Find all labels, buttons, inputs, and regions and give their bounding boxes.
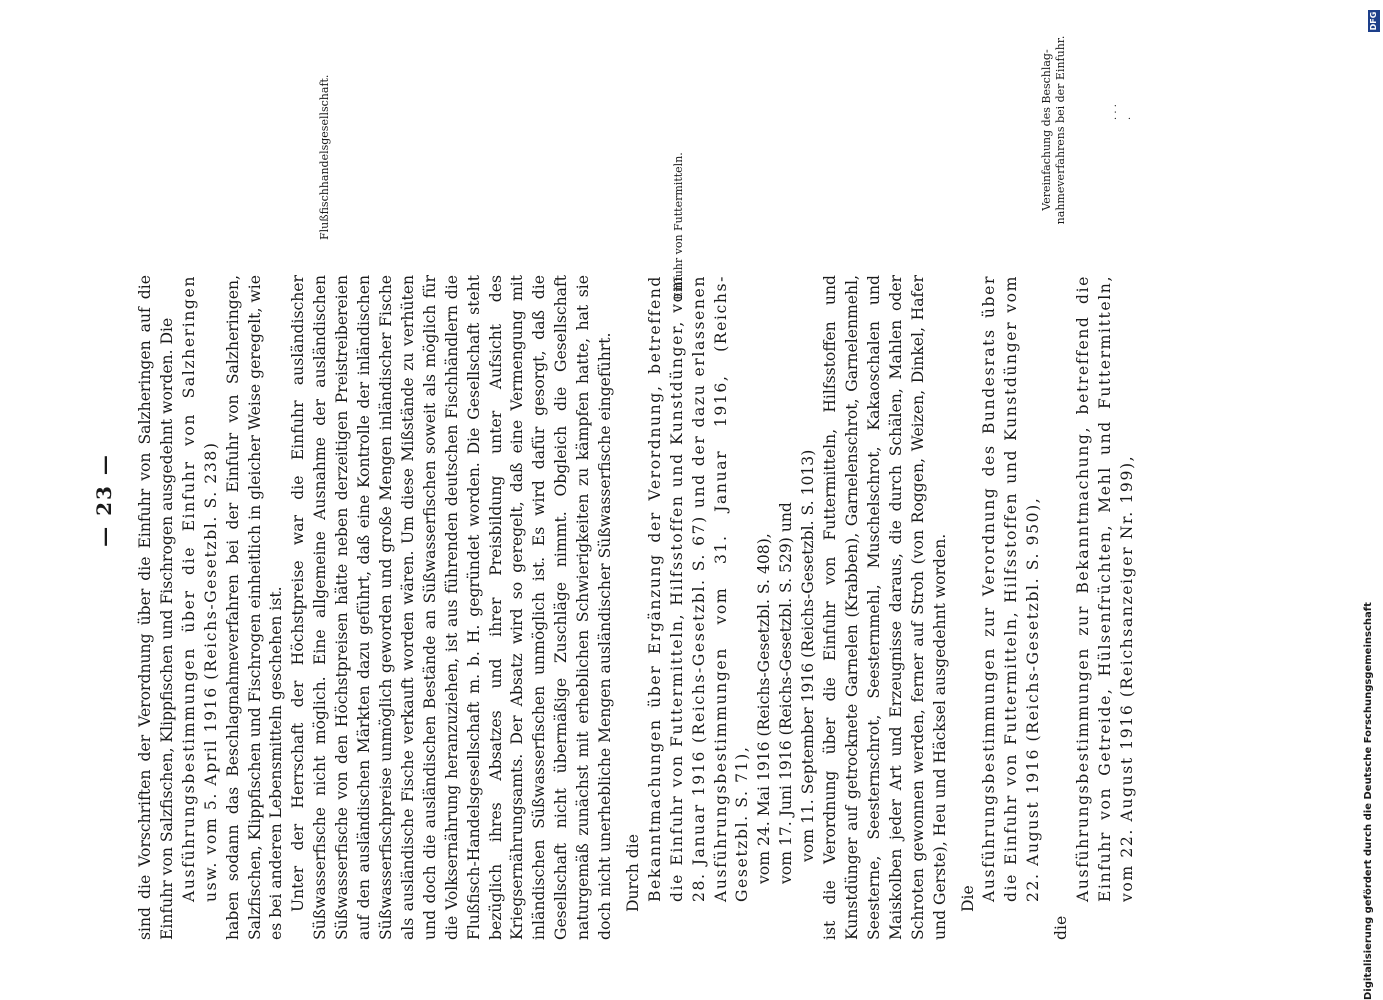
paragraph-fish-trade: Unter der Herrschaft der Höchstpreise war die Einfuhr ausländischer Süßwasserfische nicht möglich. Eine allgemeine Ausnahme der ausländischen Süßwasserfische von den Höchstpreisen hätte neben derzeitigen Preistreibereien auf den ausländischen Märkten dazu geführt, daß eine Kontrolle der inländischen Süßwasserfischpreise unmöglich geworden und große Mengen inländischer Fische als ausländische Fische verkauft worden wären. Um diese Mißstände zu verhüten und doch die ausländischen Bestände an Süßwasserfischen soweit als möglich für die Volksernährung heranzuziehen, ist aus führenden deutschen Fischhändlern die Flußfisch-Handelsgesellschaft m. b. H. gegründet worden. Die Gesellschaft steht bezüglich ihres Absatzes und ihrer Preisbildung unter Aufsicht des Kriegsernährungsamts. Der Absatz wird so geregelt, daß eine Vermengung mit inländischen Süßwasserfischen unmöglich ist. Es wird dafür gesorgt, daß die Gesellschaft nicht übermäßige Zuschläge nimmt. Obgleich die Gesellschaft naturgemäß zunächst mit erheblichen Schwierigkeiten zu kämpfen hatte, hat sie doch nicht unerhebliche Mengen ausländischer Süßwasserfische eingeführt. [289, 275, 615, 940]
paragraph: Die [958, 885, 977, 912]
paragraph-date-line: vom 11. September 1916 (Reichs-Gesetzbl. S. 1013) [799, 449, 818, 862]
paragraph-date-line: vom 17. Juni 1916 (Reichs-Gesetzbl. S. 529) und [777, 502, 796, 884]
margin-note-vereinfachung: Vereinfachung des Beschlag-nahmeverfahrens bei der Einfuhr. [1040, 35, 1067, 225]
paragraph: Durch die [623, 834, 642, 912]
margin-note-fischhandel: Flußfischhandelsgesellschaft. [318, 74, 331, 240]
paragraph: haben sodann das Beschlagnahmeverfahren bei der Einfuhr von Salzheringen, Salzfischen, Klippfischen und Fischrogen einheitlich in gleicher Weise geregelt, wie es bei anderen Lebensmitteln geschehen ist. [223, 275, 286, 940]
paragraph-decree-title: Ausführungsbestimmungen zur Verordnung des Bundesrats über die Einfuhr von Futtermitteln, Hilfsstoffen und Kunstdünger vom 22. August 1916 (Reichs-Gesetzbl. S. 950), [980, 275, 1043, 902]
paragraph-decree-title: Bekanntmachungen über Ergänzung der Verordnung, betreffend die Einfuhr von Futtermitteln, Hilfsstoffen und Kunstdünger, vom 28. Januar 1916 (Reichs-Gesetzbl. S. 67) und der dazu erlassenen Ausführungsbestimmungen vom 31. Januar 1916, (Reichs-Gesetzbl. S. 71), [645, 275, 752, 902]
margin-dots: · · · · [1111, 104, 1136, 120]
page-number: — 23 — [92, 453, 116, 547]
paragraph: die [1052, 915, 1071, 940]
paragraph-feed-import: ist die Verordnung über die Einfuhr von Futtermitteln, Hilfsstoffen und Kunstdünger auf getrocknete Garnelen (Krabben), Garnelenschrot, Garnelenmehl, Seesterne, Seesternschrot, Seesternmehl, Muschelschrot, Kakaoschalen und Maiskolben jeder Art und Erzeugnisse daraus, die durch Schälen, Mahlen oder Schroten gewonnen werden, ferner auf Stroh (von Roggen, Weizen, Dinkel, Hafer und Gerste), Heu und Häcksel ausgedehnt worden. [821, 275, 949, 940]
paragraph-decree-title: Ausführungsbestimmungen zur Bekanntmachung, betreffend die Einfuhr von Getreide, Hülsenfrüchten, Mehl und Futtermitteln, vom 22. August 1916 (Reichsanzeiger Nr. 199), [1074, 275, 1136, 902]
margin-note-futtermittel: Einfuhr von Futtermitteln. [672, 152, 685, 300]
body-text [135, 275, 1139, 940]
paragraph-date-line: vom 24. Mai 1916 (Reichs-Gesetzbl. S. 408), [755, 533, 774, 884]
paragraph-decree-title: Ausführungsbestimmungen über die Einfuhr von Salzheringen usw. vom 5. April 1916 (Reichs-Gesetzbl. S. 238) [179, 275, 220, 902]
dfg-logo: DFG [1369, 11, 1378, 31]
digitization-credit: Digitalisierung gefördert durch die Deutsche Forschungsgemeinschaft [1363, 602, 1374, 1000]
paragraph: sind die Vorschriften der Verordnung über die Einfuhr von Salzheringen auf die Einfuhr von Salzfischen, Klippfischen und Fischrogen ausgedehnt worden. Die [136, 275, 176, 940]
